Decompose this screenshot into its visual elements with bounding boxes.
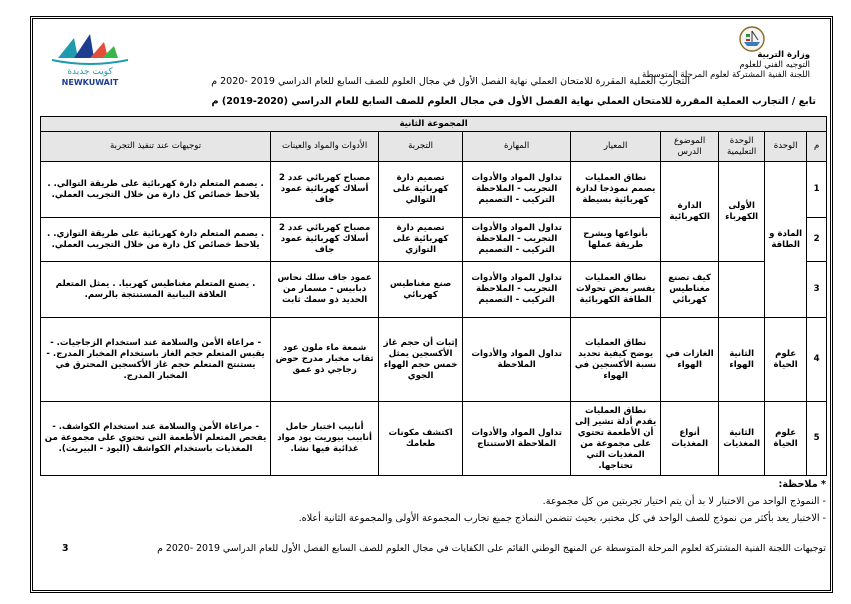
guide-cell: - مراعاة الأمن والسلامة عند استخدام الزجاجيات. - يقيس المتعلم حجم الغاز باستخدام المخبار المدرج. - يستنتج المتعلم حجم غاز الأكسجين المحترق في المخبار المدرج. [41,318,271,402]
experiment-cell: إثبات أن حجم غاز الأكسجين يمثل خمس حجم الهواء الجوي [379,318,463,402]
guide-cell: . يصمم المتعلم دارة كهربائية على طريقة التوالي. . يلاحظ خصائص كل دارة من خلال التجريب العملي. [41,162,271,218]
table-row [41,262,827,318]
footer-text: توجيهات اللجنة الفنية المشتركة لعلوم المرحلة المتوسطة عن المنهج الوطني القائم على الكفايات في مجال العلوم للصف السابع الفصل الأول للعام الدراسي 2019 -2020 م [157,543,826,554]
skill-cell: تداول المواد والأدوات التجريب - الملاحظة التركيب - التصميم [463,162,571,218]
header-cell: التجربة [379,132,463,162]
standard-cell: نطاق العمليات يوضح كيفية تحديد نسبة الأكسجين في الهواء [571,318,661,402]
tools-cell: مصباح كهربائي عدد 2 أسلاك كهربائية عمود جاف [271,218,379,262]
unit-cell: علوم الحياة [765,318,807,402]
unit-cell: المادة و الطاقة [765,162,807,318]
header-cell: المهارة [463,132,571,162]
page-number: 3 [62,543,69,554]
experiments-table [40,116,827,476]
row-number: 2 [807,218,827,262]
guide-cell: . يصنع المتعلم مغناطيس كهربيا. . يمثل المتعلم العلاقة البيانية المستنتجة بالرسم. [41,262,271,318]
edu-unit-cell-empty [719,262,765,318]
row-number: 3 [807,262,827,318]
standard-cell: نطاق العمليات يصمم نموذجا لدارة كهربائية بسيطة [571,162,661,218]
topic-cell: الغازات في الهواء [661,318,719,402]
header [40,22,822,94]
header-cell: الأدوات والمواد والعينات [271,132,379,162]
svg-text:NEWKUWAIT: NEWKUWAIT [61,78,119,87]
standard-cell: نطاق العمليات يقدم أدلة تشير إلى أن الأطعمة تحتوي على مجموعة من المغذيات التي تحتاجها. [571,402,661,476]
header-cell: الوحدة [765,132,807,162]
table-row [41,162,827,218]
row-number: 1 [807,162,827,218]
svg-text:كويت جديدة: كويت جديدة [67,67,113,77]
experiment-cell: صنع مغناطيس كهربائي [379,262,463,318]
header-cell: الوحدة التعليمية [719,132,765,162]
standard-cell: بأنواعها ويشرح طريقة عملها [571,218,661,262]
experiment-cell: تصميم دارة كهربائية على التوالي [379,162,463,218]
tools-cell: عمود جاف سلك نحاس دبابيس - مسمار من الحديد ذو سمك ثابت [271,262,379,318]
skill-cell: تداول المواد والأدوات الملاحظة الاستنتاج [463,402,571,476]
guide-cell: . يصمم المتعلم دارة كهربائية على طريقة التوازي. . يلاحظ خصائص كل دارة من خلال التجريب العملي. [41,218,271,262]
skill-cell: تداول المواد والأدوات التجريب - الملاحظة التركيب - التصميم [463,218,571,262]
note-line: - النموذج الواحد من الاختبار لا بد أن يتم اختيار تجربتين من كل مجموعة. [542,496,826,507]
row-number: 4 [807,318,827,402]
experiment-cell: اكتشف مكونات طعامك [379,402,463,476]
table-row [41,318,827,402]
header-cell: المعيار [571,132,661,162]
tools-cell: شمعة ماء ملون عود ثقاب مخبار مدرج حوض زجاجي ذو عمق [271,318,379,402]
edu-unit-cell: الثانية المغذيات [719,402,765,476]
footer [40,543,826,554]
page-title: التجارب العملية المقررة للامتحان العملي نهاية الفصل الأول في مجال العلوم للصف السابع للعام الدراسي 2019 -2020 م [211,76,690,87]
topic-cell: أنواع المغذيات [661,402,719,476]
tools-cell: أنابيب اختبار حامل أنابيب بيوريت يود مواد غذائية فيها نشا. [271,402,379,476]
new-kuwait-logo [44,32,136,88]
page-subtitle: تابع / التجارب العملية المقررة للامتحان العملي نهاية الفصل الأول في مجال العلوم للصف السابع للعام الدراسي (2020-2019) م [211,96,816,107]
table-row [41,402,827,476]
ministry-line: وزارة التربية [757,50,810,60]
edu-unit-cell: الثانية الهواء [719,318,765,402]
unit-cell: علوم الحياة [765,402,807,476]
ministry-line: التوجيه الفني للعلوم [739,60,810,70]
standard-cell: نطاق العمليات يفسر بعض تحولات الطاقة الكهربائية [571,262,661,318]
table-header-row [41,132,827,162]
header-cell: توجيهات عند تنفيذ التجربة [41,132,271,162]
guide-cell: - مراعاة الأمن والسلامة عند استخدام الكواشف. - يفحص المتعلم الأطعمة التي تحتوي على مجموعة من المغذيات باستخدام الكواشف (اليود - البيريت). [41,402,271,476]
tools-cell: مصباح كهربائي عدد 2 أسلاك كهربائية عمود جاف [271,162,379,218]
skill-cell: تداول المواد والأدوات التجريب - الملاحظة التركيب - التصميم [463,262,571,318]
header-cell: م [807,132,827,162]
row-number: 5 [807,402,827,476]
group-title: المجموعة الثانية [41,117,827,132]
note-line: - الاختبار يعد بأكثر من نموذج للصف الواحد في كل مختبر، بحيث تتضمن النماذج جميع تجارب المجموعة الأولى والمجموعة الثانية أعلاه. [298,513,826,524]
header-cell: الموضوع الدرس [661,132,719,162]
topic-cell: الدارة الكهربائية [661,162,719,262]
experiment-cell: تصميم دارة كهربائية على التوازي [379,218,463,262]
notes-block [40,476,826,527]
notes-title: * ملاحظة: [778,479,826,490]
ministry-line: اللجنة الفنية المشتركة لعلوم المرحلة المتوسطة [642,70,810,80]
edu-unit-cell: الأولى الكهرباء [719,162,765,262]
topic-cell: كيف تصنع مغناطيس كهربائي [661,262,719,318]
skill-cell: تداول المواد والأدوات الملاحظة [463,318,571,402]
